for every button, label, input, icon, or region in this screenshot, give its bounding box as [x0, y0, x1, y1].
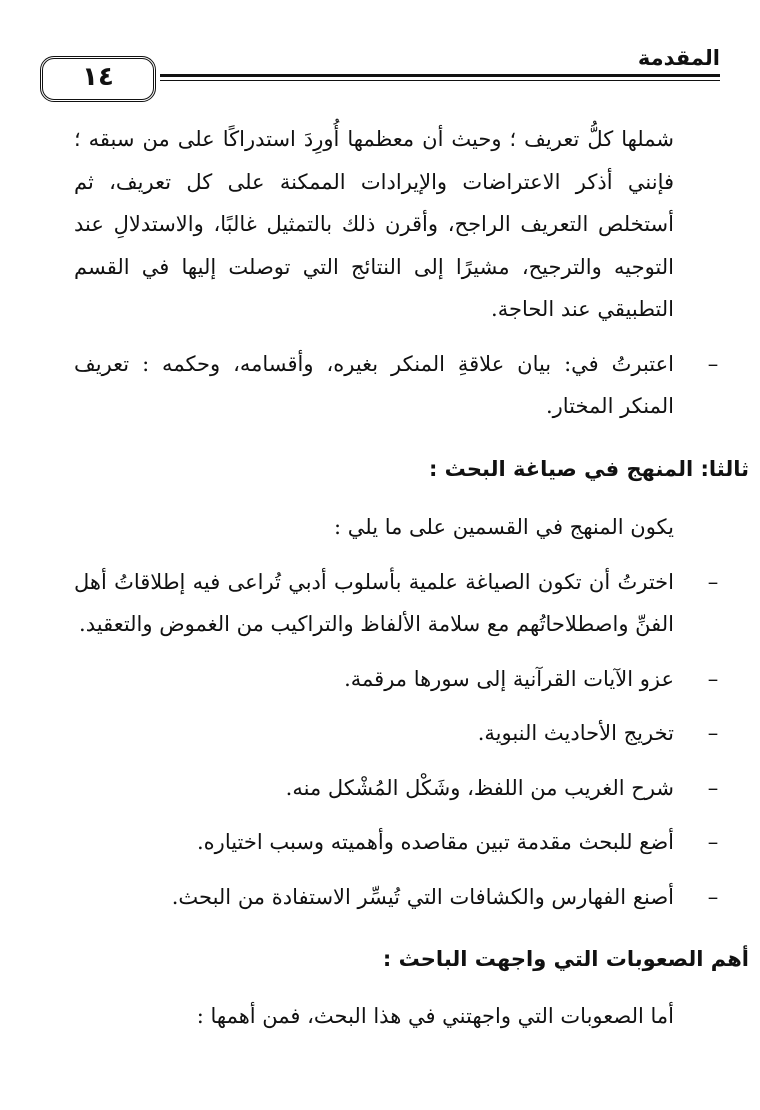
list-item-text: أضع للبحث مقدمة تبين مقاصده وأهميته وسبب اختياره. [197, 830, 674, 854]
list-dash: – [707, 830, 719, 854]
list-dash: – [707, 569, 719, 594]
list-item [74, 561, 719, 646]
list-dash: – [707, 666, 719, 691]
list-item [74, 658, 719, 701]
page-body [74, 118, 749, 1037]
header-rule-thick [160, 74, 720, 77]
list-item [74, 821, 719, 864]
page-header [40, 40, 720, 110]
list-dash: – [707, 775, 719, 800]
list-item-text: تخريج الأحاديث النبوية. [477, 721, 674, 745]
list-item [74, 712, 719, 755]
running-title: المقدمة [637, 46, 720, 70]
page-number-frame [40, 56, 156, 102]
list-item-text: اخترتُ أن تكون الصياغة علمية بأسلوب أدبي تُراعى فيه إطلاقاتُ أهل الفنِّ واصطلاحاتُهم مع سلامة الألفاظ والتراكيب من الغموض والتعقيد. [74, 569, 674, 636]
list-item [74, 767, 719, 810]
list-item [74, 343, 719, 428]
list-item-text: شرح الغريب من اللفظ، وشَكْل المُشْكل منه. [285, 775, 674, 800]
list-item [74, 876, 719, 919]
list-item-text: اعتبرتُ في: بيان علاقةِ المنكر بغيره، وأقسامه، وحكمه : تعريف المنكر المختار. [74, 351, 674, 418]
list-dash: – [707, 721, 719, 745]
section-heading-difficulties: أهم الصعوبات التي واجهت الباحث : [382, 947, 749, 971]
list-dash: – [707, 884, 719, 909]
header-rule-thin [160, 80, 720, 81]
method-intro: يكون المنهج في القسمين على ما يلي : [334, 515, 674, 539]
section-heading-method: ثالثا: المنهج في صياغة البحث : [428, 456, 749, 481]
intro-paragraph: شملها كلُّ تعريف ؛ وحيث أن معظمها أُورِدَ استدراكًا على من سبقه ؛ فإنني أذكر الاعتراضات والإيرادات الممكنة على كل تعريف، ثم أستخلص التعريف الراجح، وأقرن ذلك بالتمثيل غالبًا، والاستدلالِ عند التوجيه والترجيح، مشيرًا إلى النتائج التي توصلت إليها في القسم التطبيقي عند الحاجة. [74, 127, 674, 321]
list-item-text: عزو الآيات القرآنية إلى سورها مرقمة. [344, 666, 674, 691]
list-item-text: أصنع الفهارس والكشافات التي تُيسِّر الاستفادة من البحث. [171, 884, 674, 909]
difficulties-intro: أما الصعوبات التي واجهتني في هذا البحث، فمن أهمها : [196, 1003, 674, 1028]
page-number: ١٤ [82, 62, 114, 92]
list-dash: – [707, 351, 719, 376]
